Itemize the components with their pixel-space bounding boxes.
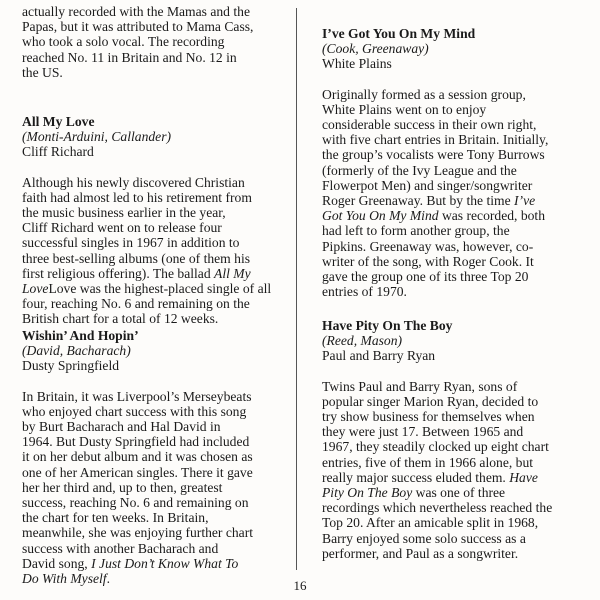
artist-name: White Plains [322,56,392,72]
text-line: actually recorded with the Mamas and the [22,4,250,19]
text-line: performer, and Paul as a songwriter. [322,545,519,561]
text-line: Originally formed as a session group, [322,86,526,102]
text-line [22,266,271,281]
song-title-reference: All My [214,265,251,281]
intro-paragraph [22,4,253,80]
song-entry [322,318,552,561]
text-run: Roger Greenaway. But by the time [322,193,515,209]
text-line [322,193,548,208]
text-line [322,485,552,500]
text-line: 1967, they steadily clocked up eight chart [322,439,549,455]
text-line: the chart for ten weeks. In Britain, [22,510,209,526]
text-run: Love was the highest-placed single of all [48,281,272,297]
text-line: the group’s vocalists were Tony Burrows [322,147,545,163]
text-line: one of her American singles. There it gave [22,464,253,480]
songwriter-credit: (David, Bacharach) [22,343,131,359]
artist-name: Paul and Barry Ryan [322,348,436,364]
text-line: entries, five of them in 1966 alone, but [322,454,534,470]
text-run: first religious offering). The ballad [22,265,215,281]
song-title-reference: Love [22,281,49,297]
column-divider [296,8,297,570]
song-entry [22,328,253,586]
text-line: they were just 17. Between 1965 and [322,424,524,440]
songwriter-credit: (Cook, Greenaway) [322,41,429,57]
song-title-reference: Got You On My Mind [322,208,439,224]
text-line: had left to form another group, the [322,223,510,239]
text-run: David song, [22,555,92,571]
page-number: 16 [293,578,307,593]
text-line: the music business earlier in the year, [22,205,226,221]
song-entry [22,114,271,327]
text-line: writer of the song, with Roger Cook. It [322,253,534,269]
text-line: three best-selling albums (one of them his [22,250,251,266]
text-line: Papas, but it was attributed to Mama Cass, [22,19,254,35]
text-line [322,470,552,485]
songwriter-credit: (Reed, Mason) [322,333,403,349]
text-line: successful singles in 1967 in addition to [22,235,240,251]
text-line: entries of 1970. [322,284,407,300]
text-line: four, reaching No. 6 and remaining on the [22,296,250,312]
text-line [22,556,253,571]
text-line [22,281,271,296]
song-title-reference: Pity On The Boy [322,485,413,501]
text-line [322,208,548,223]
songwriter-credit: (Monti-Arduini, Callander) [22,129,172,145]
text-line: Flowerpot Men) and singer/songwriter [322,177,533,193]
song-title-reference: Have [509,469,538,485]
text-line: with five chart entries in Britain. Initially, [322,132,549,148]
text-line: who took a solo vocal. The recording [22,34,225,50]
text-line: meanwhile, she was enjoying further chart [22,525,254,541]
text-line: 1964. But Dusty Springfield had included [22,434,250,450]
text-line: Twins Paul and Barry Ryan, sons of [322,378,518,394]
text-line: considerable success in their own right, [322,117,537,133]
text-line: (formerly of the Ivy League and the [322,162,517,178]
text-run: . [106,571,110,587]
song-title: All My Love [22,114,95,129]
text-line: Pipkins. Greenaway was, however, co- [322,238,534,254]
text-line: Although his newly discovered Christian [22,174,245,190]
text-line: faith had almost led to his retirement from [22,189,252,205]
song-title-reference: Do With Myself [22,571,107,587]
text-line: success, reaching No. 6 and remaining on [22,495,249,511]
text-run: was recorded, both [438,208,546,224]
text-line: gave the group one of its three Top 20 [322,269,529,285]
song-title-reference: I Just Don’t Know What To [91,555,239,571]
song-title: Wishin’ And Hopin’ [22,328,139,343]
text-line: Top 20. After an amicable split in 1968, [322,515,539,531]
text-line: who enjoyed chart success with this song [22,403,247,419]
text-line: popular singer Marion Ryan, decided to [322,393,539,409]
song-title: Have Pity On The Boy [322,318,453,333]
text-line: her her third and, up to then, greatest [22,479,223,495]
artist-name: Cliff Richard [22,144,94,160]
song-entry [322,26,548,299]
text-line: try show business for themselves when [322,409,535,425]
text-line: Cliff Richard went on to release four [22,220,222,236]
song-title-reference: I’ve [514,193,536,209]
text-line: British chart for a total of 12 weeks. [22,311,219,327]
text-run: was one of three [412,485,506,501]
text-line: recordings which nevertheless reached the [322,500,553,516]
text-line: the US. [22,64,63,80]
text-line: In Britain, it was Liverpool’s Merseybeats [22,388,252,404]
text-line: Barry enjoyed some solo success as a [322,530,526,546]
text-line: by Burt Bacharach and Hal David in [22,419,221,435]
text-line: success with another Bacharach and [22,540,219,556]
text-run: really major success eluded them. [322,469,510,485]
text-line: it on her debut album and it was chosen as [22,449,253,465]
text-line: reached No. 11 in Britain and No. 12 in [22,49,237,65]
song-title: I’ve Got You On My Mind [322,26,476,41]
artist-name: Dusty Springfield [22,358,120,374]
text-line: White Plains went on to enjoy [322,101,487,117]
